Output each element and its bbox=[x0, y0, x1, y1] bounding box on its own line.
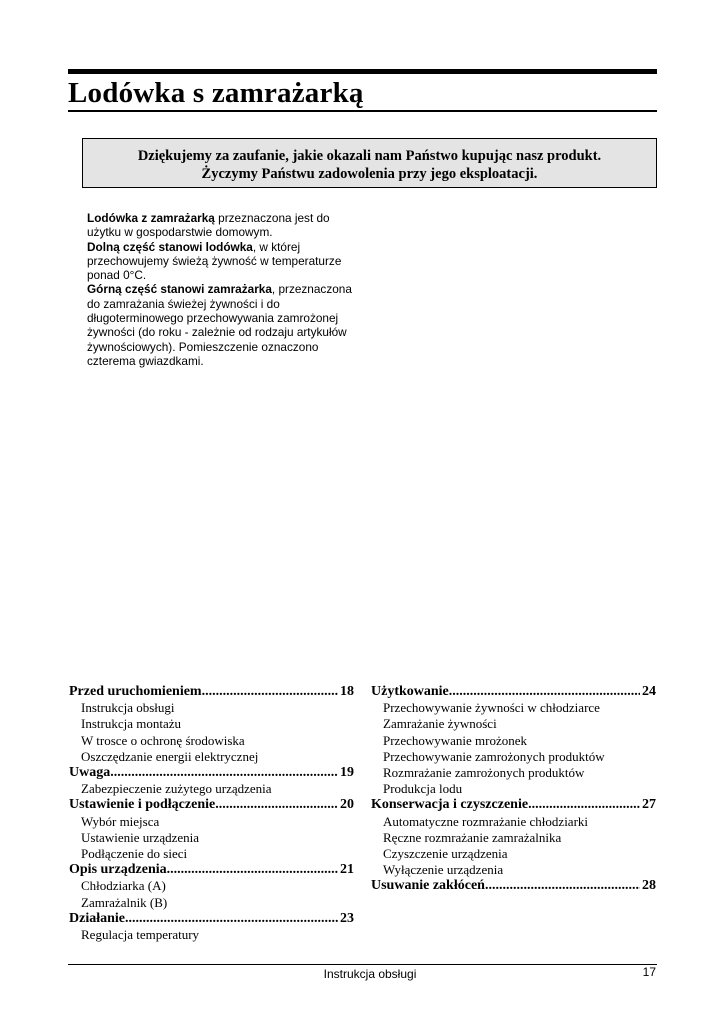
toc-section bbox=[371, 878, 656, 894]
toc-leader-dots bbox=[167, 862, 338, 878]
toc-leader-dots bbox=[110, 765, 338, 781]
toc-subitem: W trosce o ochronę środowiska bbox=[81, 732, 245, 748]
top-rule bbox=[68, 69, 657, 74]
toc-subitem: Oszczędzanie energii elektrycznej bbox=[81, 748, 259, 764]
toc-section-title: Opis urządzenia bbox=[69, 862, 167, 878]
toc-section-page: 20 bbox=[340, 797, 354, 813]
toc-subitem: Przechowywanie mrożonek bbox=[383, 732, 528, 748]
toc-leader-dots bbox=[125, 911, 338, 927]
page-title: Lodówka s zamrażarką bbox=[68, 77, 364, 109]
toc-leader-dots bbox=[202, 684, 338, 700]
toc-section-page: 19 bbox=[340, 765, 354, 781]
intro-desc-2: , w której przechowujemy świeżą żywność w temperaturze ponad 0°C. bbox=[87, 239, 342, 283]
page-number: 17 bbox=[642, 965, 656, 979]
toc-section bbox=[69, 911, 354, 927]
table-of-contents-left bbox=[69, 684, 354, 943]
toc-subitem: Podłączenie do sieci bbox=[81, 846, 188, 862]
toc-subitem: Przechowywanie zamrożonych produktów bbox=[383, 748, 605, 764]
toc-section-title: Usuwanie zakłóceń bbox=[371, 878, 485, 894]
toc-section-title: Przed uruchomieniem bbox=[69, 684, 202, 699]
toc-subitem: Regulacja temperatury bbox=[81, 927, 200, 943]
intro-term-3: Górną część stanowi zamrażarka bbox=[87, 282, 272, 297]
intro-text bbox=[87, 211, 362, 368]
toc-section-page: 18 bbox=[340, 684, 354, 699]
toc-leader-dots bbox=[485, 878, 640, 894]
toc-section bbox=[69, 684, 354, 700]
toc-subitem: Produkcja lodu bbox=[383, 781, 463, 797]
toc-section bbox=[69, 862, 354, 878]
toc-subitem: Wybór miejsca bbox=[81, 813, 160, 829]
toc-subitem: Instrukcja obsługi bbox=[81, 700, 175, 716]
intro-desc-3: , przeznaczona do zamrażania świeżej żywności i do długoterminowego przechowywania zamrożonej żywności (do roku - zależnie od rodzaju artykułów żywnościowych). Pomieszczenie oznaczono czterema gwiazdkami. bbox=[87, 282, 352, 368]
intro-paragraph-1 bbox=[87, 211, 362, 240]
toc-leader-dots bbox=[215, 797, 338, 813]
toc-subitem: Chłodziarka (A) bbox=[81, 878, 166, 894]
toc-subitem: Przechowywanie żywności w chłodziarce bbox=[383, 700, 600, 716]
toc-subitem: Instrukcja montażu bbox=[81, 716, 181, 732]
toc-leader-dots bbox=[449, 684, 640, 700]
toc-section bbox=[69, 765, 354, 781]
toc-section-title: Użytkowanie bbox=[371, 684, 449, 699]
footer-rule bbox=[68, 964, 657, 965]
toc-subitem: Automatyczne rozmrażanie chłodziarki bbox=[383, 813, 589, 829]
toc-subitem: Czyszczenie urządzenia bbox=[383, 846, 508, 862]
intro-paragraph-2 bbox=[87, 240, 362, 283]
title-rule bbox=[68, 110, 657, 112]
intro-term-2: Dolną część stanowi lodówka bbox=[87, 239, 253, 254]
toc-subitem: Rozmrażanie zamrożonych produktów bbox=[383, 765, 585, 781]
toc-section-title: Konserwacja i czyszczenie bbox=[371, 797, 529, 813]
thank-you-line-1: Dziękujemy za zaufanie, jakie okazali nam Państwo kupując nasz produkt. bbox=[137, 148, 602, 164]
toc-subitem: Zamrażalnik (B) bbox=[81, 894, 168, 910]
toc-section-page: 24 bbox=[642, 684, 656, 699]
intro-term-1: Lodówka z zamrażarką bbox=[87, 211, 215, 225]
intro-desc-1: przeznaczona jest do użytku w gospodarstwie domowym. bbox=[87, 211, 330, 240]
toc-section-title: Ustawienie i podłączenie bbox=[69, 797, 216, 813]
toc-section-page: 21 bbox=[340, 862, 354, 878]
toc-subitem: Ręczne rozmrażanie zamrażalnika bbox=[383, 829, 562, 845]
toc-subitem: Ustawienie urządzenia bbox=[81, 829, 200, 845]
toc-subitem: Zabezpieczenie zużytego urządzenia bbox=[81, 781, 272, 797]
toc-subitem: Wyłączenie urządzenia bbox=[383, 862, 504, 878]
toc-section-title: Działanie bbox=[69, 910, 125, 926]
thank-you-line-2: Życzymy Państwu zadowolenia przy jego eksploatacji. bbox=[201, 166, 538, 182]
toc-section-page: 23 bbox=[340, 910, 354, 926]
toc-section bbox=[371, 684, 656, 700]
table-of-contents-right bbox=[371, 684, 656, 895]
toc-section-page: 28 bbox=[642, 878, 656, 894]
toc-section-page: 27 bbox=[642, 797, 656, 813]
toc-subitem: Zamrażanie żywności bbox=[383, 716, 497, 732]
toc-leader-dots bbox=[528, 797, 640, 813]
toc-section bbox=[371, 797, 656, 813]
intro-paragraph-3 bbox=[87, 282, 362, 368]
toc-section bbox=[69, 797, 354, 813]
footer-label: Instrukcja obsługi bbox=[323, 967, 417, 981]
toc-section-title: Uwaga bbox=[69, 765, 111, 781]
thank-you-box bbox=[82, 138, 657, 188]
